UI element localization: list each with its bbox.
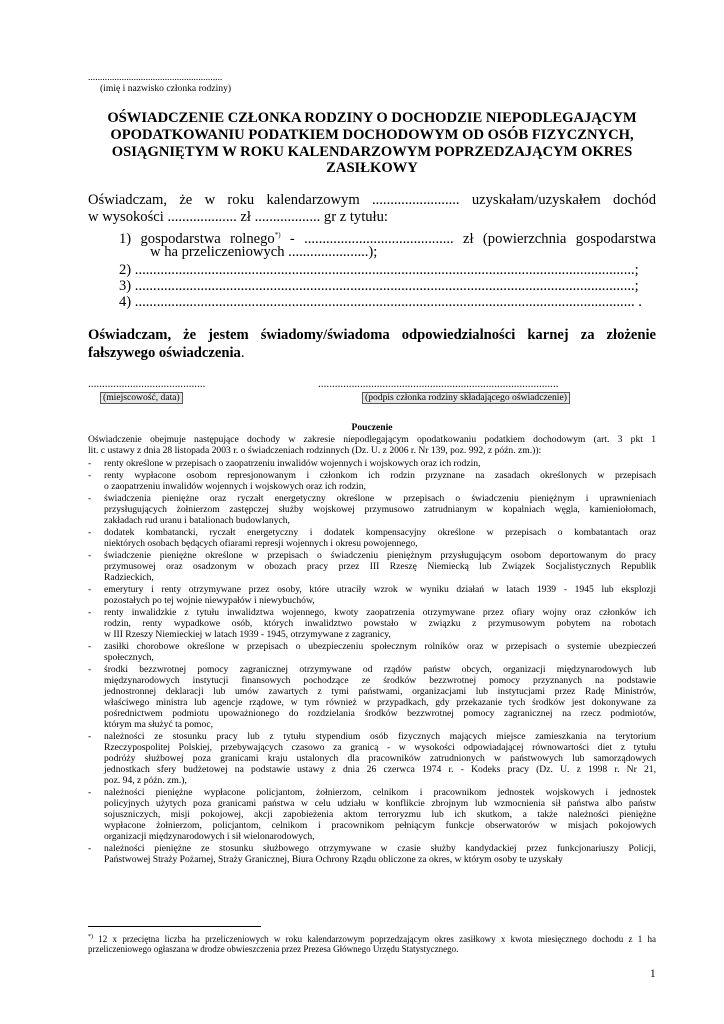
bullet-dash: - xyxy=(88,664,92,675)
instruction-item-line: Radzieckich, xyxy=(104,572,154,583)
declaration-line-2: w wysokości ................... zł .................. gr z tytułu: xyxy=(88,209,388,225)
signature-caption-text: (podpis członka rodziny składającego oświadczenie) xyxy=(362,392,570,404)
bullet-dash: - xyxy=(88,843,92,854)
income-item-3: 3) .........................................................................................................................................; xyxy=(119,278,639,294)
instruction-item-line: Państwowej Straży Pożarnej, Straży Granicznej, Biura Ochrony Rządu obliczone za okres, w którym osoby te uzyskały xyxy=(104,854,563,865)
instruction-item-line: właściwego ministra lub agencje rządowe, w tym również w przypadkach, gdy przekazanie tych środków jest dokonywane za xyxy=(104,697,656,708)
instruction-item-line: należności pieniężne wypłacone policjantom, żołnierzom, celnikom i pracownikom jednostek wojskowych i jednostek xyxy=(104,787,656,798)
bullet-dash: - xyxy=(88,641,92,652)
instruction-item-line: poz. 94, z późn. zm.), xyxy=(104,775,187,786)
instruction-item-line: zasiłki chorobowe określone w przepisach o ubezpieczeniu społecznym rolników oraz w przepisach o systemie ubezpieczeń xyxy=(104,641,656,652)
title-line-4: ZASIŁKOWY xyxy=(326,160,418,176)
bullet-dash: - xyxy=(88,607,92,618)
bullet-dash: - xyxy=(88,787,92,798)
instruction-intro-line-2: lit. c ustawy z dnia 28 listopada 2003 r. o świadczeniach rodzinnych (Dz. U. z 2006 r. Nr 139, poz. 992, z późn. zm.)): xyxy=(88,445,542,456)
instruction-item-line: organizacji międzynarodowych i sił wielonarodowych, xyxy=(104,831,315,842)
instruction-item-line: pośrednictwem podmiotu upoważnionego do rozdzielania środków bezzwrotnej pomocy zagranicznej na rzecz podmiotów, xyxy=(104,708,656,719)
footnote-line-2: przeliczeniowego ogłaszana w drodze obwieszczenia przez Prezesa Głównego Urzędu Statystycznego. xyxy=(88,944,459,954)
place-date-caption xyxy=(100,392,183,404)
signature-dots: ...................................................................................... xyxy=(318,378,559,390)
title-line-1: OŚWIADCZENIE CZŁONKA RODZINY O DOCHODZIE NIEPODLEGAJĄCYM xyxy=(107,110,637,126)
instruction-item-line: policyjnych użytych poza granicami państwa w celu udziału w konflikcie zbrojnym lub wzmocnienia sił państwa albo państw xyxy=(104,798,656,809)
instruction-item-line: środki bezzwrotnej pomocy zagranicznej otrzymywane od rządów państw obcych, organizacji międzynarodowych lub xyxy=(104,664,656,675)
footnote-marker: *) xyxy=(274,231,281,239)
footnote-text-1: 12 x przeciętna liczba ha przeliczeniowych w roku kalendarzowym poprzedzającym okres zasiłkowy x kwota miesięcznego dochodu z 1 ha xyxy=(93,934,656,944)
instruction-item-line: renty określone w przepisach o zaopatrzeniu inwalidów wojennych i wojskowych oraz ich rodzin, xyxy=(104,458,481,469)
instruction-item-line: wypłacone żołnierzom, policjantom, celnikom i pracownikom pełniącym funkcje obserwatorów w misjach pokojowych xyxy=(104,820,656,831)
place-date-caption-text: (miejscowość, data) xyxy=(100,392,183,404)
instruction-item-line: świadczenie pieniężne określone w przepisach o świadczeniu pieniężnym przysługującym osobom deportowanym do pracy xyxy=(104,550,656,561)
instruction-intro-line-1: Oświadczenie obejmuje następujące dochody w zakresie niepodlegającym opodatkowaniu podatkiem dochodowym (art. 3 pkt 1 xyxy=(88,434,656,445)
bullet-dash: - xyxy=(88,731,92,742)
income-item-1-amount: - ......................................... zł (powierzchnia gospodarstwa xyxy=(280,230,656,247)
instruction-item-line: renty inwalidzkie z tytułu inwalidztwa wojennego, kwoty zaopatrzenia otrzymywane przez ofiary wojny oraz członków ich xyxy=(104,607,656,618)
title-line-3: OSIĄGNIĘTYM W ROKU KALENDARZOWYM POPRZEDZAJĄCYM OKRES xyxy=(111,144,633,160)
income-item-4: 4) ......................................................................................................................................... . xyxy=(119,294,642,310)
bullet-dash: - xyxy=(88,470,92,481)
instruction-item-line: przymusowej oraz osadzonym w obozach pracy przez III Rzeszę Niemiecką lub Związek Socjalistycznych Republik xyxy=(104,561,656,572)
instruction-item-line: zakładach rud uranu i batalionach budowlanych, xyxy=(104,515,290,526)
instruction-item-line: rodzin, renty wypadkowe osób, których inwalidztwo powstało w związku z przymusowym pobytem na robotach xyxy=(104,618,656,629)
instruction-item-line: o zaopatrzeniu inwalidów wojennych i wojskowych oraz ich rodzin, xyxy=(104,481,366,492)
responsibility-line-1: Oświadczam, że jestem świadomy/świadoma odpowiedzialności karnej za złożenie xyxy=(88,327,656,343)
footnote-mark: *) xyxy=(88,934,93,940)
instruction-item-line: należności pieniężne ze stosunku służbowego otrzymywane w czasie służby kandydackiej przez funkcjonariuszy Policji, xyxy=(104,843,656,854)
instruction-item-line: w III Rzeszy Niemieckiej w latach 1939 - 1945, otrzymywane z zagranicy, xyxy=(104,629,391,640)
page-number: 1 xyxy=(650,968,656,980)
responsibility-line-2-period: . xyxy=(240,345,245,361)
income-item-1-label: 1) gospodarstwa rolnego xyxy=(119,230,275,247)
footnote-rule xyxy=(88,926,261,927)
instruction-item-line: niektórych osobach będących ofiarami represji wojennych i okresu powojennego, xyxy=(104,538,418,549)
bullet-dash: - xyxy=(88,493,92,504)
name-dots-line: ........................................................ xyxy=(88,72,223,83)
instruction-item-line: jednostkach sfery budżetowej na podstawie ustawy z dnia 26 czerwca 1974 r. - Kodeks pracy (Dz. U. z 1998 r. Nr 21, xyxy=(104,764,656,775)
instruction-item-line: jednostronnej deklaracji lub umów zawartych z tymi państwami, organizacjami lub instytucjami przez Radę Ministrów, xyxy=(104,686,656,697)
instruction-item-line: emerytury i renty otrzymywane przez osoby, które utraciły wzrok w wyniku działań w latach 1939 - 1945 lub eksplozji xyxy=(104,584,656,595)
responsibility-line-2-text: fałszywego oświadczenia xyxy=(88,345,241,361)
instruction-item-line: należności ze stosunku pracy lub z tytułu stypendium osób fizycznych mających miejsce zamieszkania na terytorium xyxy=(104,731,656,742)
bullet-dash: - xyxy=(88,584,92,595)
bullet-dash: - xyxy=(88,550,92,561)
instruction-item-line: społecznych, xyxy=(104,652,154,663)
signature-caption xyxy=(362,392,570,404)
income-item-2: 2) .........................................................................................................................................; xyxy=(119,262,639,278)
declaration-line-1: Oświadczam, że w roku kalendarzowym ........................ uzyskałam/uzyskałem dochód xyxy=(88,192,656,208)
instruction-item-line: renty wypłacone osobom represjonowanym i członkom ich rodzin przyznane na zasadach określonych w przepisach xyxy=(104,470,656,481)
bullet-dash: - xyxy=(88,527,92,538)
name-caption: (imię i nazwisko członka rodziny) xyxy=(100,83,232,94)
instruction-item-line: Rzeczypospolitej Polskiej, przebywających czasowo za granicą - w wysokości odpowiadającej równowartości diet z tytułu xyxy=(104,742,656,753)
instruction-item-line: przysługujących żołnierzom zastępczej służby wojskowej przymusowo zatrudnianym w kopalniach węgla, kamieniołomach, xyxy=(104,504,656,515)
instruction-title: Pouczenie xyxy=(351,422,393,433)
instruction-item-line: pozostałych po tej wojnie niewypałów i niewybuchów, xyxy=(104,595,315,606)
place-date-dots: .......................................... xyxy=(88,378,206,390)
title-line-2: OPODATKOWANIU PODATKIEM DOCHODOWYM OD OSÓB FIZYCZNYCH, xyxy=(110,127,634,143)
instruction-item-line: którym ma służyć ta pomoc, xyxy=(104,719,213,730)
responsibility-line-2 xyxy=(88,345,244,362)
instruction-item-line: międzynarodowych instytucji finansowych pochodzące ze środków bezzwrotnej pomocy przyznanych na podstawie xyxy=(104,675,656,686)
bullet-dash: - xyxy=(88,458,92,469)
income-item-1-area: w ha przeliczeniowych ......................); xyxy=(150,244,378,260)
instruction-item-line: sojuszniczych, misji pokojowej, akcji zapobieżenia aktom terroryzmu lub ich skutkom, a także należności pieniężne xyxy=(104,809,656,820)
instruction-item-line: podróży służbowej poza granicami kraju ustalonych dla pracowników zatrudnionych w państwowych lub samorządowych xyxy=(104,753,656,764)
instruction-item-line: świadczenia pieniężne oraz ryczałt energetyczny określone w przepisach o świadczeniu pieniężnym i uprawnieniach xyxy=(104,493,656,504)
instruction-item-line: dodatek kombatancki, ryczałt energetyczny i dodatek kompensacyjny określone w przepisach o kombatantach oraz xyxy=(104,527,656,538)
